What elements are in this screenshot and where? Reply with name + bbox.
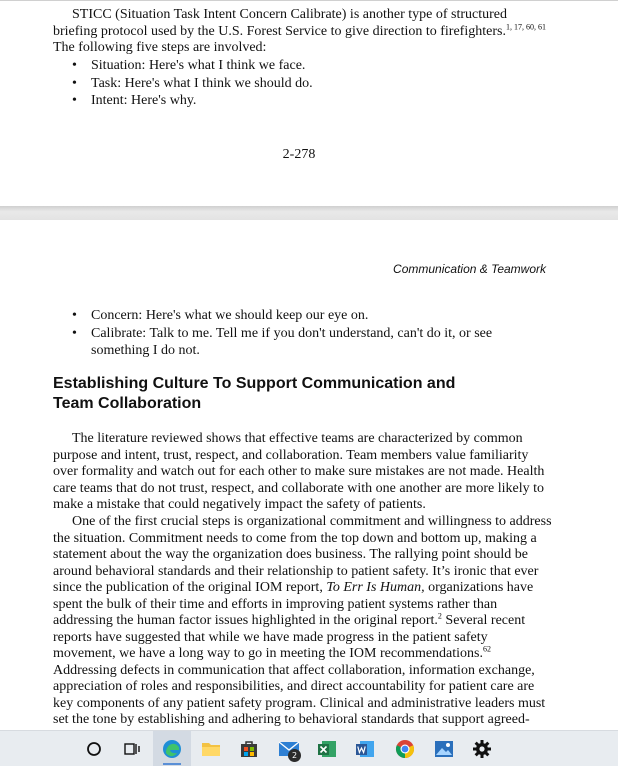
document-page-current [0, 220, 618, 730]
chrome-button[interactable] [386, 731, 424, 766]
search-icon [86, 741, 102, 757]
page-separator [0, 206, 618, 220]
body-paragraph-1: The literature reviewed shows that effective teams are characterized by common purpose and intent, trust, respect, and collaboration. Team members value familiarity over formality and watch out for each other to make sure mistakes are not made. Health care teams that do not trust, respect, and collaborate with one another are more likely to make a mistake that could negatively impact the safety of patients. [53, 431, 545, 512]
excel-icon [317, 740, 337, 758]
book-title: To Err Is Human, [326, 580, 425, 595]
body-paragraph-2: One of the first crucial steps is organizational commitment and willingness to address the situation. Commitment needs to come from the top down and bottom up, making a statement about the way the organization does business. The rallying point should be around behavioral standards and their relationship to patient safety. It’s ironic that ever since the publication of the original IOM report, To Err Is Human, organizations have spent the bulk of their time and efforts in improving patient systems rather than addressing the human factor issues highlighted in the original report.$^2$ Several recent reports have suggested that while we have made progress in the patient safety movement, we have a long way to go in meeting the IOM recommendations.$^{62}$ Addressing defects in communication that affect collaboration, information exchange, appreciation of roles and responsibilities, and direct accountability for patient care are key components of any patient safety program. Clinical and administrative leaders must set the tone by establishing and adhering to behavioral standards that support agreed- [53, 514, 552, 727]
running-head: Communication & Teamwork [393, 262, 546, 276]
citation-ref: 62 [483, 644, 492, 654]
list-item: • Situation: Here's what I think we face. [72, 58, 306, 73]
photos-icon [434, 740, 454, 758]
sticc-step-list-continued [70, 307, 530, 360]
excel-button[interactable] [308, 731, 346, 766]
file-explorer-button[interactable] [192, 731, 230, 766]
store-icon [240, 740, 258, 758]
settings-button[interactable] [463, 731, 501, 766]
chrome-icon [395, 739, 415, 759]
store-button[interactable] [230, 731, 268, 766]
citation-refs: 1, 17, 60, 61 [505, 21, 546, 31]
list-item: • Calibrate: Talk to me. Tell me if you don't understand, can't do it, or see something I do not. [72, 325, 493, 358]
file-explorer-icon [201, 740, 221, 758]
word-icon [355, 740, 375, 758]
photos-button[interactable] [425, 731, 463, 766]
document-page-previous [0, 0, 618, 207]
sticc-step-list [70, 57, 530, 110]
mail-unread-badge: 2 [288, 749, 301, 762]
search-button[interactable] [75, 731, 113, 766]
list-item: • Task: Here's what I think we should do. [72, 75, 313, 91]
task-view-icon [124, 741, 140, 757]
taskbar [0, 730, 618, 766]
edge-icon [162, 739, 182, 759]
mail-button[interactable] [270, 731, 308, 766]
settings-icon [472, 739, 492, 759]
citation-ref: 2 [437, 611, 442, 621]
word-button[interactable] [346, 731, 384, 766]
page-number: 2-278 [282, 147, 316, 162]
list-item: • Concern: Here's what we should keep our eye on. [72, 308, 369, 323]
edge-button[interactable] [153, 731, 191, 766]
list-item: • Intent: Here's why. [72, 93, 197, 108]
task-view-button[interactable] [113, 731, 151, 766]
section-heading: Establishing Culture To Support Communication and Team Collaboration [53, 375, 456, 412]
sticc-intro-paragraph: STICC (Situation Task Intent Concern Calibrate) is another type of structured briefing protocol used by the U.S. Forest Service to give direction to firefighters.$^{1, 17, 60, 61}$ The following five steps are involved: [53, 7, 546, 55]
